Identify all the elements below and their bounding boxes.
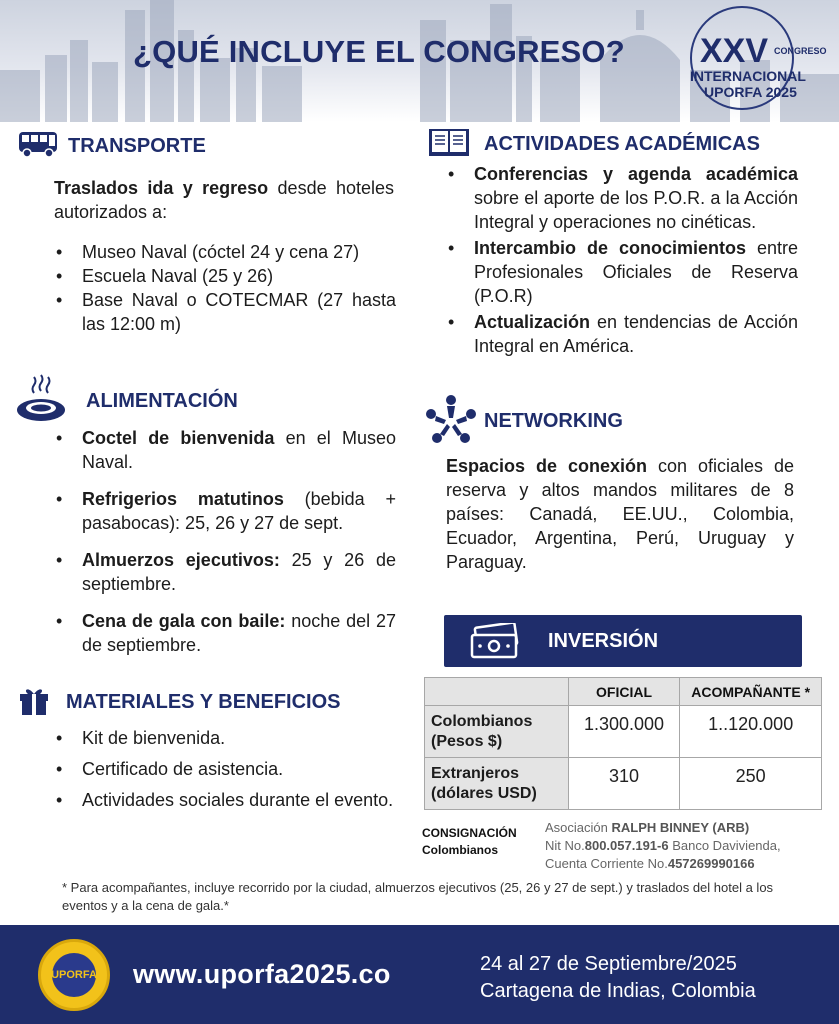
networking-rest: con oficiales de reserva y altos mandos militares de 8 países: Canadá, EE.UU., Colombia, Ecuador, Argentina, Perú, Uruguay y Paraguay.	[446, 456, 795, 572]
row-label: Extranjeros (dólares USD)	[425, 758, 569, 810]
bank-line-1-prefix: Asociación	[545, 820, 612, 835]
item-bold: Refrigerios matutinos	[82, 489, 284, 509]
list-item	[446, 236, 798, 308]
congress-logo	[678, 6, 830, 110]
transporte-intro-rest: desde hoteles autorizados a:	[54, 178, 395, 222]
bank-line-2-prefix: Nit No.	[545, 838, 585, 853]
section-networking-header	[424, 394, 623, 449]
page-title: ¿QUÉ INCLUYE EL CONGRESO?	[133, 34, 625, 69]
seal-text: UPORFA	[51, 969, 97, 981]
website-link[interactable]: www.uporfa2025.co	[133, 959, 391, 989]
list-item	[54, 487, 396, 535]
table-header-empty	[425, 678, 569, 706]
list-item	[54, 609, 396, 657]
gift-icon	[18, 684, 50, 721]
bank-account-info	[545, 819, 781, 873]
price-acompanante: 250	[680, 758, 822, 810]
price-acompanante: 1..120.000	[680, 706, 822, 758]
price-oficial: 310	[568, 758, 680, 810]
event-dates: 24 al 27 de Septiembre/2025	[480, 953, 737, 975]
header-banner	[0, 0, 839, 122]
footer-banner	[0, 925, 839, 1024]
bank-association-name: RALPH BINNEY (ARB)	[611, 820, 750, 835]
consignacion-label-line1: CONSIGNACIÓN	[422, 826, 517, 840]
item-bold: Almuerzos ejecutivos:	[82, 550, 280, 570]
item-rest: (bebida + pasabocas): 25, 26 y 27 de sept.	[82, 489, 397, 533]
event-date-place	[480, 951, 756, 1005]
table-row	[425, 706, 822, 758]
uporfa-seal-logo	[38, 939, 110, 1011]
table-row	[425, 758, 822, 810]
logo-line-uporfa: UPORFA 2025	[704, 84, 797, 100]
section-title-inversion: INVERSIÓN	[548, 630, 659, 652]
item-rest: sobre el aporte de los P.O.R. a la Acción Integral y operaciones no cinéticas.	[474, 188, 798, 232]
table-header-oficial: OFICIAL	[568, 678, 680, 706]
food-dish-icon	[14, 374, 68, 429]
bank-nit: 800.057.191-6	[584, 838, 669, 853]
networking-bold: Espacios de conexión	[446, 456, 648, 476]
item-rest: noche del 27 de septiembre.	[82, 611, 396, 655]
item-rest: 25 y 26 de septiembre.	[82, 550, 396, 594]
book-icon	[428, 126, 470, 163]
section-transporte-header	[18, 130, 206, 163]
list-item	[54, 426, 396, 474]
item-bold: Coctel de bienvenida	[82, 428, 275, 448]
consignacion-label-line2: Colombianos	[422, 843, 499, 857]
section-title-alimentacion: ALIMENTACIÓN	[86, 390, 238, 412]
alimentacion-list	[54, 426, 396, 657]
bank-line-2	[545, 837, 781, 855]
section-title-academicas: ACTIVIDADES ACADÉMICAS	[484, 133, 760, 155]
transporte-intro	[54, 176, 394, 224]
list-item: • Base Naval o COTECMAR (27 hasta las 12:00 m)	[54, 288, 396, 336]
section-title-materiales: MATERIALES Y BENEFICIOS	[66, 691, 341, 713]
bank-account-number: 457269990166	[667, 856, 755, 871]
bank-line-3-prefix: Cuenta Corriente No.	[545, 856, 668, 871]
list-item	[446, 162, 798, 234]
item-rest: en el Museo Naval.	[82, 428, 397, 472]
network-people-icon	[424, 394, 478, 449]
academicas-list	[446, 162, 798, 358]
section-materiales-header	[18, 684, 340, 721]
footnote: * Para acompañantes, incluye recorrido por la ciudad, almuerzos ejecutivos (25, 26 y 27 de sept.) y traslados del hotel a los eventos y a la cena de gala.*	[62, 880, 774, 913]
item-bold: Conferencias y agenda académica	[474, 164, 798, 184]
list-item	[54, 548, 396, 596]
transporte-list	[54, 240, 396, 336]
bus-icon	[18, 130, 58, 163]
section-title-networking: NETWORKING	[484, 410, 623, 432]
item-rest: en tendencias de Acción Integral en América.	[474, 312, 798, 356]
list-item: • Museo Naval (cóctel 24 y cena 27)	[54, 240, 396, 264]
item-bold: Actualización	[474, 312, 591, 332]
price-oficial: 1.300.000	[568, 706, 680, 758]
list-item: • Actividades sociales durante el evento.	[54, 788, 396, 812]
item-bold: Intercambio de conocimientos	[474, 238, 746, 258]
money-bill-icon	[470, 623, 520, 664]
table-header-acompanante: ACOMPAÑANTE *	[680, 678, 822, 706]
item-bold: Cena de gala con baile:	[82, 611, 286, 631]
logo-numeral: XXV	[700, 32, 769, 70]
table-header-row	[425, 678, 822, 706]
networking-text	[446, 454, 794, 574]
event-place: Cartagena de Indias, Colombia	[480, 980, 756, 1002]
consignacion-label	[422, 825, 517, 859]
logo-line-internacional: INTERNACIONAL	[690, 68, 806, 84]
transporte-intro-bold: Traslados ida y regreso	[54, 178, 269, 198]
bank-name: Banco Davivienda,	[668, 838, 781, 853]
section-title-transporte: TRANSPORTE	[68, 135, 206, 157]
inversion-banner	[444, 615, 802, 667]
logo-line-congreso: CONGRESO	[774, 46, 827, 56]
list-item	[446, 310, 798, 358]
row-label: Colombianos (Pesos $)	[425, 706, 569, 758]
list-item: • Kit de bienvenida.	[54, 726, 396, 750]
list-item: • Certificado de asistencia.	[54, 757, 396, 781]
section-academicas-header	[428, 126, 760, 163]
bank-line-1	[545, 819, 781, 837]
item-rest: entre Profesionales Oficiales de Reserva (P.O.R)	[474, 238, 798, 306]
list-item: • Escuela Naval (25 y 26)	[54, 264, 396, 288]
section-alimentacion-header	[14, 374, 238, 429]
pricing-table	[424, 677, 822, 810]
materiales-list	[54, 726, 396, 812]
bank-line-3	[545, 855, 781, 873]
